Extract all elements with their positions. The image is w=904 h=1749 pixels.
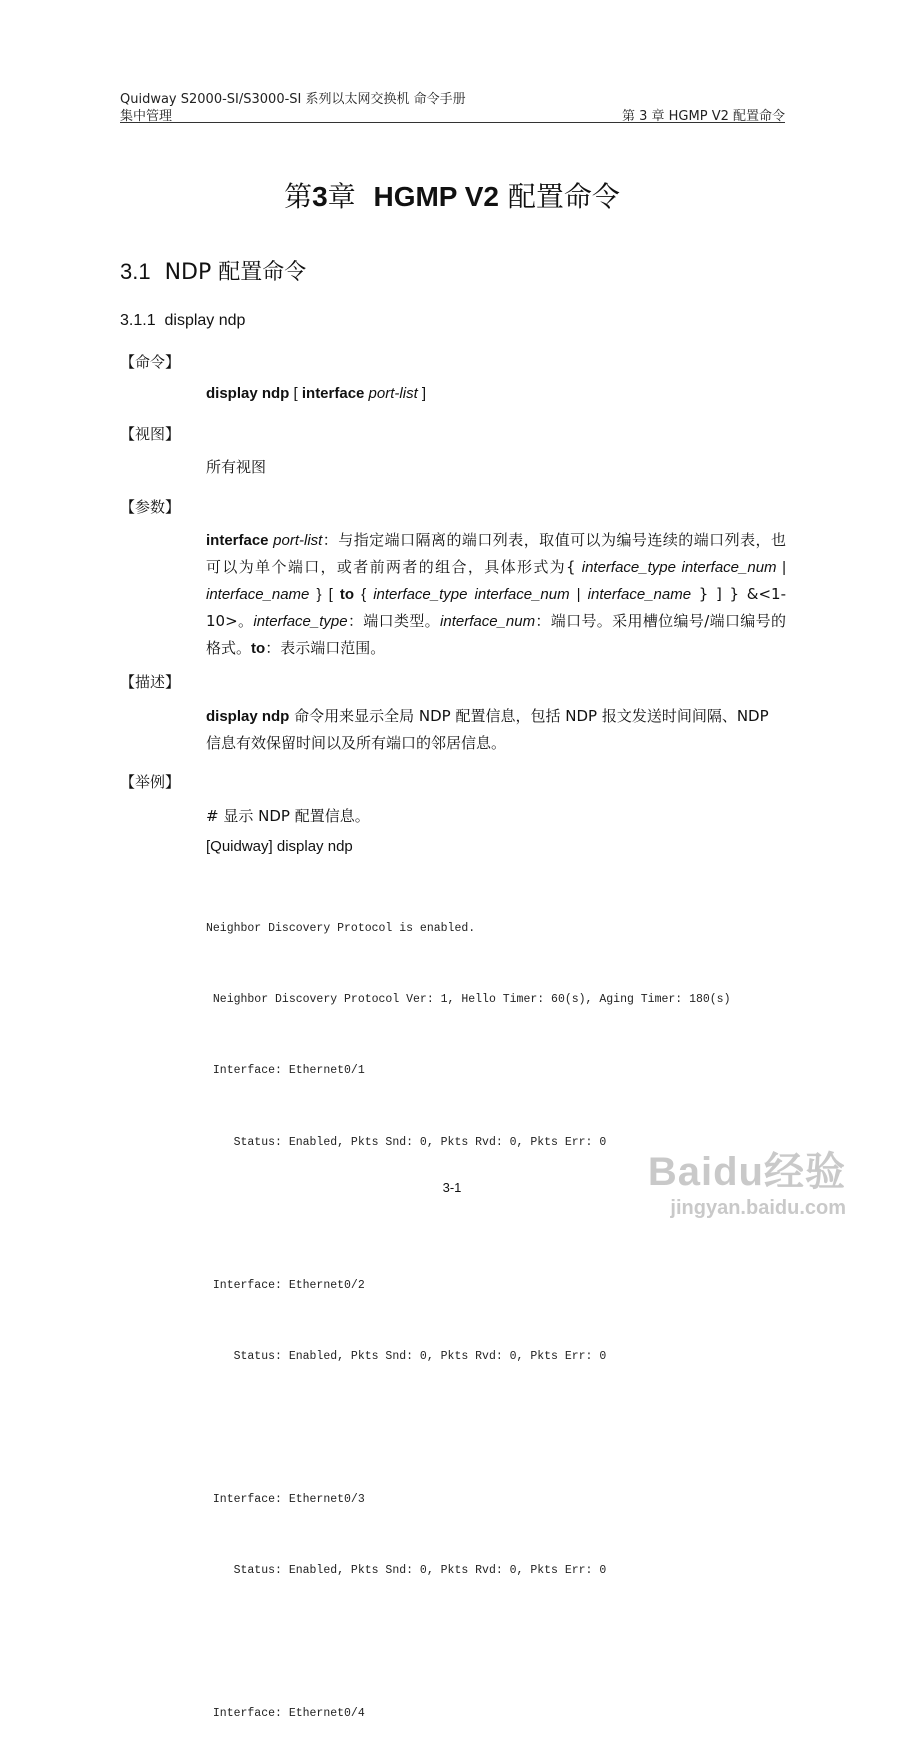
header-title: Quidway S2000-SI/S3000-SI 系列以太网交换机 命令手册 (120, 92, 466, 107)
description-text: display ndp 命令用来显示全局 NDP 配置信息，包括 NDP 报文发送时间间隔、NDP 信息有效保留时间以及所有端口的邻居信息。 (206, 707, 769, 752)
output-line (206, 1631, 731, 1655)
output-line (206, 1416, 731, 1440)
page-number: 3-1 (442, 1180, 462, 1195)
example-output (206, 869, 731, 1749)
view-text: 所有视图 (206, 458, 267, 476)
output-line: Interface: Ethernet0/4 (206, 1706, 365, 1720)
chapter-suffix: 章 (327, 180, 356, 213)
command-name: display ndp (206, 385, 290, 402)
chapter-title (0, 175, 904, 215)
bracket-open: [ (289, 385, 302, 402)
watermark-brand: Baidu经验 (647, 1150, 846, 1194)
subsection-number: 3.1.1 (120, 312, 156, 329)
output-line: Interface: Ethernet0/3 (206, 1492, 365, 1506)
header-subtitle: 集中管理 (120, 109, 173, 124)
header-rule (120, 122, 785, 123)
subsection-heading (120, 312, 245, 330)
watermark-logo (648, 1140, 846, 1220)
description-tag: 【描述】 (120, 673, 181, 691)
command-argument: port-list (364, 385, 418, 402)
output-line: Interface: Ethernet0/2 (206, 1278, 365, 1292)
watermark-url: jingyan.baidu.com (670, 1197, 846, 1219)
params-tag: 【参数】 (120, 498, 181, 516)
output-line: Interface: Ethernet0/1 (206, 1064, 365, 1078)
chapter-prefix: 第 (284, 180, 313, 213)
command-keyword: interface (301, 385, 365, 402)
section-heading (120, 255, 306, 286)
chapter-name: HGMP V2 (373, 181, 500, 212)
example-tag: 【举例】 (120, 773, 181, 791)
params-text: interface port-list：与指定端口隔离的端口列表，取值可以为编号连续的端口列表，也可以为单个端口，或者前两者的组合，具体形式为{ interface_type interface_num | interface_name } [ to { interface_type interface_num | interface_name } ] } &<1-10>。interface_type：端口类型。interface_num：端口号。采用槽位编号/端口编号的格式。to：表示端口范围。 (206, 531, 787, 657)
output-line: Neighbor Discovery Protocol is enabled. (206, 921, 476, 935)
output-line: Status: Enabled, Pkts Snd: 0, Pkts Rvd: 0, Pkts Err: 0 (206, 1135, 607, 1149)
command-syntax (206, 381, 786, 407)
section-title: NDP 配置命令 (164, 260, 307, 285)
example-comment: # 显示 NDP 配置信息。 (206, 807, 370, 825)
header-chapter: 第 3 章 HGMP V2 配置命令 (621, 109, 785, 124)
section-number: 3.1 (120, 259, 151, 284)
command-tag: 【命令】 (120, 353, 181, 371)
output-line: Status: Enabled, Pkts Snd: 0, Pkts Rvd: 0, Pkts Err: 0 (206, 1564, 607, 1578)
chapter-name-rest: 配置命令 (507, 180, 620, 213)
output-line: Neighbor Discovery Protocol Ver: 1, Hello Timer: 60(s), Aging Timer: 180(s) (206, 992, 731, 1006)
output-line: Status: Enabled, Pkts Snd: 0, Pkts Rvd: 0, Pkts Err: 0 (206, 1349, 607, 1363)
bracket-close: ] (417, 385, 427, 402)
example-prompt: [Quidway] display ndp (206, 838, 353, 855)
subsection-title: display ndp (164, 312, 246, 329)
chapter-number: 3 (312, 181, 328, 212)
view-tag: 【视图】 (120, 425, 181, 443)
